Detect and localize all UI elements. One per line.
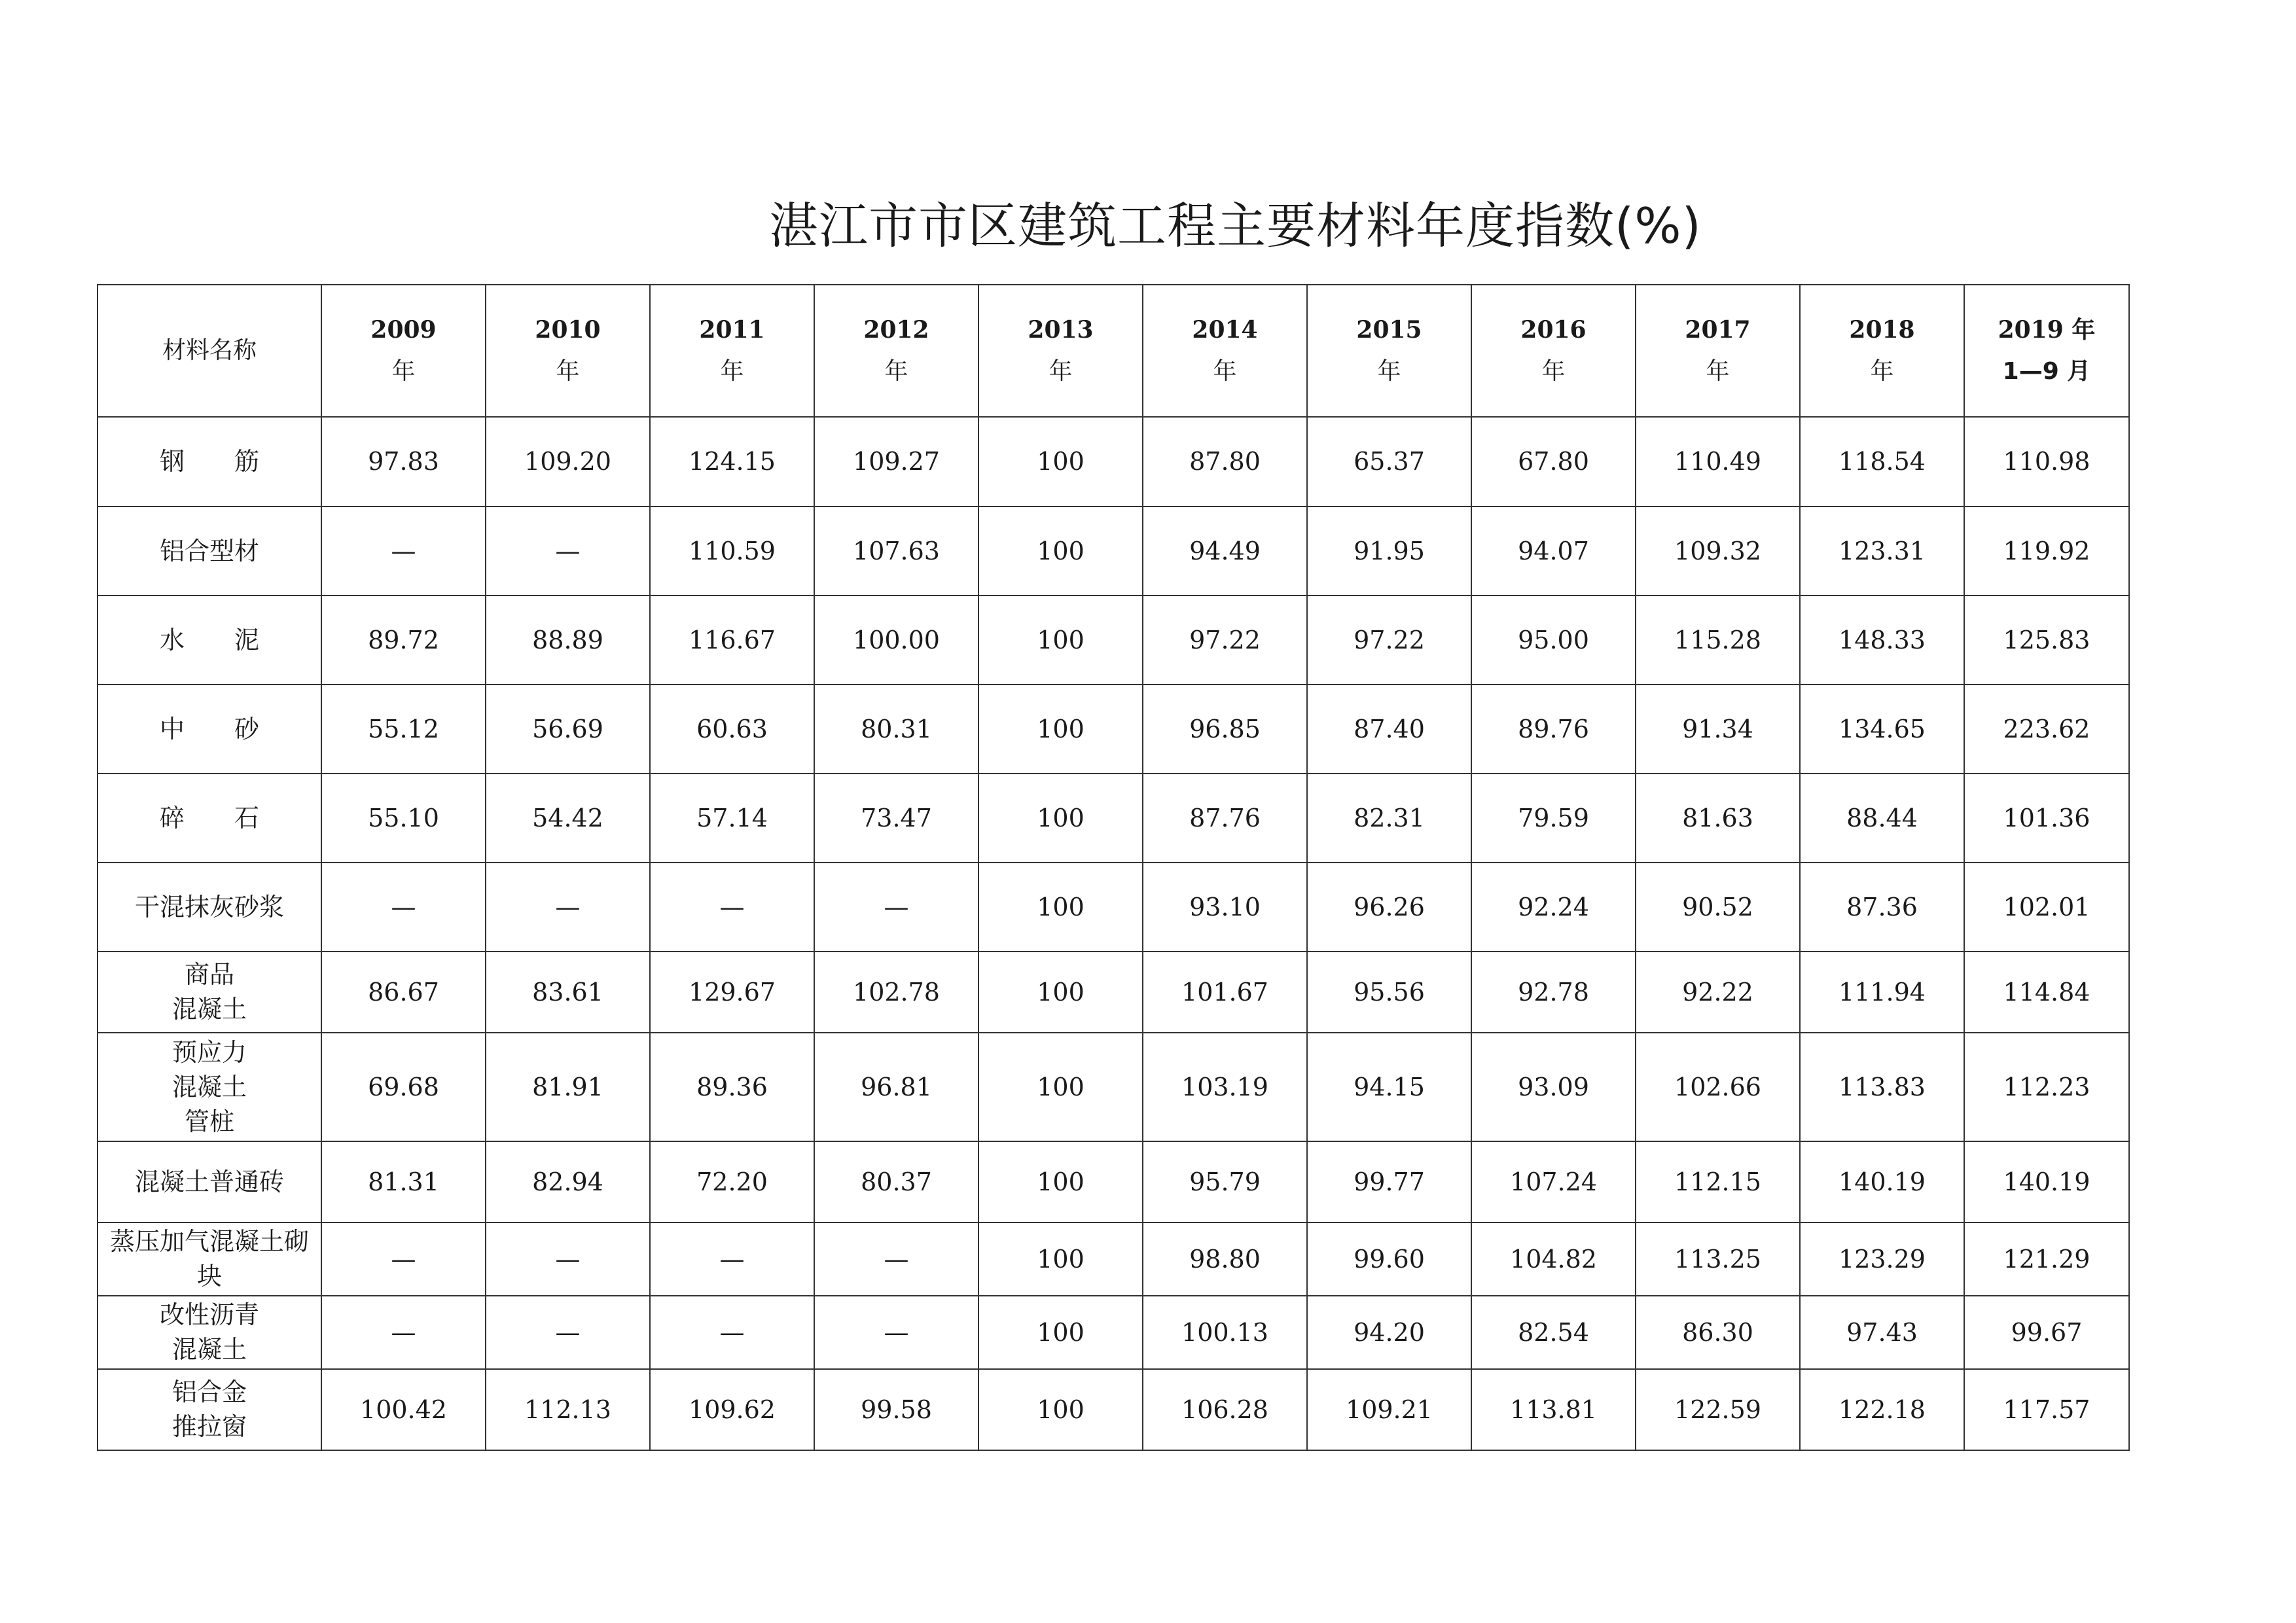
- year-header-unit: 年: [720, 358, 744, 385]
- year-header-year: 2019 年: [1998, 316, 2096, 344]
- index-value-cell: —: [486, 1296, 650, 1369]
- material-name-line: 混凝土普通砖: [134, 1167, 284, 1196]
- year-header-year: 2012: [863, 316, 929, 344]
- index-value-cell: 114.84: [1964, 952, 2129, 1033]
- index-value-cell: 67.80: [1471, 417, 1636, 507]
- index-value-cell: 93.10: [1143, 863, 1307, 952]
- index-value-cell: 100.00: [814, 596, 978, 685]
- base-year-value-cell: 100: [978, 1033, 1143, 1141]
- index-value-cell: 81.63: [1636, 774, 1800, 863]
- index-value-cell: 110.49: [1636, 417, 1800, 507]
- index-value-cell: 123.31: [1800, 507, 1964, 596]
- table-row: [98, 1369, 2129, 1450]
- year-header-year: 2016: [1520, 316, 1587, 344]
- year-header: [1964, 285, 2129, 417]
- material-name-line: 混凝土: [171, 1335, 247, 1364]
- year-header: [1307, 285, 1471, 417]
- year-header-unit: 年: [1213, 358, 1237, 385]
- index-value-cell: 101.67: [1143, 952, 1307, 1033]
- material-name-cell: [98, 1141, 321, 1222]
- index-value-cell: 95.79: [1143, 1141, 1307, 1222]
- index-value-cell: 140.19: [1800, 1141, 1964, 1222]
- year-header-unit: 年: [556, 358, 580, 385]
- year-header-year: 2013: [1028, 316, 1094, 344]
- index-value-cell: 111.94: [1800, 952, 1964, 1033]
- year-header-unit: 年: [1541, 358, 1566, 385]
- base-year-value-cell: 100: [978, 1296, 1143, 1369]
- table-header: [98, 285, 2129, 417]
- year-header-year: 2010: [535, 316, 601, 344]
- index-value-cell: 97.83: [321, 417, 486, 507]
- index-value-cell: —: [321, 1222, 486, 1296]
- table-row: [98, 1033, 2129, 1141]
- material-name-line: 干混抹灰砂浆: [134, 892, 284, 921]
- year-header-year: 2015: [1356, 316, 1422, 344]
- index-value-cell: 223.62: [1964, 685, 2129, 774]
- index-value-cell: 96.81: [814, 1033, 978, 1141]
- year-header: [1143, 285, 1307, 417]
- index-value-cell: 123.29: [1800, 1222, 1964, 1296]
- index-value-cell: 92.24: [1471, 863, 1636, 952]
- base-year-value-cell: 100: [978, 685, 1143, 774]
- index-value-cell: 83.61: [486, 952, 650, 1033]
- material-name-cell: [98, 596, 321, 685]
- index-value-cell: —: [486, 863, 650, 952]
- year-header: [978, 285, 1143, 417]
- index-value-cell: 87.76: [1143, 774, 1307, 863]
- index-value-cell: 90.52: [1636, 863, 1800, 952]
- year-header-unit: 年: [391, 358, 416, 385]
- material-name-line: 铝合金: [171, 1378, 247, 1406]
- base-year-value-cell: 100: [978, 952, 1143, 1033]
- index-value-cell: 87.40: [1307, 685, 1471, 774]
- index-value-cell: 72.20: [650, 1141, 814, 1222]
- table-row: [98, 863, 2129, 952]
- index-value-cell: 92.78: [1471, 952, 1636, 1033]
- table-row: [98, 507, 2129, 596]
- year-header-year: 2017: [1685, 316, 1751, 344]
- material-name-cell: [98, 863, 321, 952]
- index-value-cell: 97.22: [1143, 596, 1307, 685]
- table-row: [98, 1296, 2129, 1369]
- year-header: [1636, 285, 1800, 417]
- year-header-unit: 年: [1870, 358, 1894, 385]
- index-value-cell: 87.36: [1800, 863, 1964, 952]
- index-value-cell: 55.10: [321, 774, 486, 863]
- index-value-cell: 112.23: [1964, 1033, 2129, 1141]
- index-value-cell: 102.01: [1964, 863, 2129, 952]
- year-header: [321, 285, 486, 417]
- header-row: [98, 285, 2129, 417]
- table-row: [98, 685, 2129, 774]
- index-value-cell: 86.30: [1636, 1296, 1800, 1369]
- index-value-cell: 112.15: [1636, 1141, 1800, 1222]
- year-header-unit: 1—9 月: [2002, 358, 2091, 385]
- material-name-line: 蒸压加气混凝土砌: [109, 1227, 309, 1256]
- index-value-cell: 79.59: [1471, 774, 1636, 863]
- material-name-cell: [98, 1222, 321, 1296]
- index-value-cell: 101.36: [1964, 774, 2129, 863]
- material-name-cell: [98, 774, 321, 863]
- material-name-cell: [98, 507, 321, 596]
- material-name-line: 钢 筋: [159, 447, 259, 476]
- base-year-value-cell: 100: [978, 1222, 1143, 1296]
- index-value-cell: 124.15: [650, 417, 814, 507]
- index-value-cell: 107.24: [1471, 1141, 1636, 1222]
- base-year-value-cell: 100: [978, 1369, 1143, 1450]
- table-row: [98, 417, 2129, 507]
- year-header: [814, 285, 978, 417]
- index-value-cell: 94.15: [1307, 1033, 1471, 1141]
- index-value-cell: 119.92: [1964, 507, 2129, 596]
- index-value-cell: —: [321, 1296, 486, 1369]
- material-name-line: 中 砂: [159, 714, 259, 743]
- index-value-cell: 118.54: [1800, 417, 1964, 507]
- index-value-cell: —: [814, 1296, 978, 1369]
- index-value-cell: 91.34: [1636, 685, 1800, 774]
- year-header-unit: 年: [884, 358, 908, 385]
- index-value-cell: 88.89: [486, 596, 650, 685]
- year-header-year: 2009: [370, 316, 437, 344]
- index-value-cell: 113.25: [1636, 1222, 1800, 1296]
- material-name-cell: [98, 952, 321, 1033]
- index-value-cell: 115.28: [1636, 596, 1800, 685]
- material-name-line: 预应力: [171, 1037, 247, 1067]
- index-value-cell: 140.19: [1964, 1141, 2129, 1222]
- year-header: [1800, 285, 1964, 417]
- index-value-cell: 116.67: [650, 596, 814, 685]
- index-value-cell: 89.76: [1471, 685, 1636, 774]
- index-value-cell: 87.80: [1143, 417, 1307, 507]
- index-value-cell: 110.59: [650, 507, 814, 596]
- index-value-cell: 122.18: [1800, 1369, 1964, 1450]
- material-name-line: 混凝土: [171, 995, 247, 1024]
- index-value-cell: 81.91: [486, 1033, 650, 1141]
- index-value-cell: —: [321, 507, 486, 596]
- base-year-value-cell: 100: [978, 507, 1143, 596]
- index-value-cell: 82.31: [1307, 774, 1471, 863]
- base-year-value-cell: 100: [978, 417, 1143, 507]
- material-name-line: 混凝土: [171, 1072, 247, 1101]
- material-name-header: 材料名称: [98, 285, 321, 417]
- index-value-cell: 65.37: [1307, 417, 1471, 507]
- year-header-year: 2011: [699, 316, 765, 344]
- base-year-value-cell: 100: [978, 774, 1143, 863]
- index-value-cell: —: [321, 863, 486, 952]
- index-value-cell: 95.56: [1307, 952, 1471, 1033]
- index-value-cell: 82.54: [1471, 1296, 1636, 1369]
- index-value-cell: —: [814, 1222, 978, 1296]
- year-header: [1471, 285, 1636, 417]
- year-header-year: 2014: [1192, 316, 1258, 344]
- index-value-cell: 89.72: [321, 596, 486, 685]
- index-value-cell: —: [650, 1296, 814, 1369]
- index-value-cell: 73.47: [814, 774, 978, 863]
- base-year-value-cell: 100: [978, 863, 1143, 952]
- year-header-unit: 年: [1049, 358, 1073, 385]
- index-value-cell: 93.09: [1471, 1033, 1636, 1141]
- index-value-cell: 109.62: [650, 1369, 814, 1450]
- index-value-cell: 99.60: [1307, 1222, 1471, 1296]
- index-value-cell: —: [486, 1222, 650, 1296]
- index-value-cell: 122.59: [1636, 1369, 1800, 1450]
- index-value-cell: 96.85: [1143, 685, 1307, 774]
- index-value-cell: 102.66: [1636, 1033, 1800, 1141]
- table-row: [98, 1141, 2129, 1222]
- index-value-cell: 57.14: [650, 774, 814, 863]
- material-name-cell: [98, 1369, 321, 1450]
- index-value-cell: 97.43: [1800, 1296, 1964, 1369]
- index-value-cell: 95.00: [1471, 596, 1636, 685]
- base-year-value-cell: 100: [978, 1141, 1143, 1222]
- material-name-cell: [98, 1296, 321, 1369]
- index-value-cell: 89.36: [650, 1033, 814, 1141]
- index-value-cell: 102.78: [814, 952, 978, 1033]
- index-value-cell: 80.31: [814, 685, 978, 774]
- index-value-cell: 82.94: [486, 1141, 650, 1222]
- material-name-line: 推拉窗: [171, 1412, 247, 1441]
- index-value-cell: 92.22: [1636, 952, 1800, 1033]
- index-value-cell: 100.13: [1143, 1296, 1307, 1369]
- index-value-cell: 99.67: [1964, 1296, 2129, 1369]
- material-name-cell: [98, 417, 321, 507]
- material-name-cell: [98, 1033, 321, 1141]
- page-title: 湛江市市区建筑工程主要材料年度指数(%): [769, 197, 1702, 255]
- index-value-cell: 86.67: [321, 952, 486, 1033]
- index-value-cell: 104.82: [1471, 1222, 1636, 1296]
- index-value-cell: 109.20: [486, 417, 650, 507]
- index-value-cell: 109.32: [1636, 507, 1800, 596]
- index-value-cell: 55.12: [321, 685, 486, 774]
- material-index-table: [97, 284, 2130, 1451]
- index-value-cell: 91.95: [1307, 507, 1471, 596]
- year-header-unit: 年: [1706, 358, 1730, 385]
- material-name-line: 管桩: [184, 1107, 234, 1136]
- index-value-cell: 107.63: [814, 507, 978, 596]
- year-header-unit: 年: [1377, 358, 1401, 385]
- index-value-cell: —: [650, 863, 814, 952]
- table-row: [98, 1222, 2129, 1296]
- material-name-line: 碎 石: [159, 803, 259, 832]
- table-row: [98, 596, 2129, 685]
- material-name-line: 商品: [184, 960, 234, 989]
- material-name-line: 改性沥青: [159, 1300, 259, 1329]
- index-value-cell: 134.65: [1800, 685, 1964, 774]
- base-year-value-cell: 100: [978, 596, 1143, 685]
- index-value-cell: 80.37: [814, 1141, 978, 1222]
- index-value-cell: 100.42: [321, 1369, 486, 1450]
- index-value-cell: 60.63: [650, 685, 814, 774]
- material-name-line: 水 泥: [159, 625, 259, 654]
- index-value-cell: 109.21: [1307, 1369, 1471, 1450]
- index-value-cell: 96.26: [1307, 863, 1471, 952]
- index-value-cell: 129.67: [650, 952, 814, 1033]
- index-value-cell: 99.77: [1307, 1141, 1471, 1222]
- material-name-line: 块: [196, 1262, 222, 1291]
- index-value-cell: 112.13: [486, 1369, 650, 1450]
- index-value-cell: 148.33: [1800, 596, 1964, 685]
- index-value-cell: 94.07: [1471, 507, 1636, 596]
- index-value-cell: 99.58: [814, 1369, 978, 1450]
- material-name-line: 铝合型材: [159, 536, 259, 565]
- table-row: [98, 774, 2129, 863]
- index-value-cell: 113.83: [1800, 1033, 1964, 1141]
- index-value-cell: —: [814, 863, 978, 952]
- table-row: [98, 952, 2129, 1033]
- index-value-cell: 98.80: [1143, 1222, 1307, 1296]
- index-value-cell: 81.31: [321, 1141, 486, 1222]
- table-body: [98, 417, 2129, 1450]
- index-value-cell: 109.27: [814, 417, 978, 507]
- index-value-cell: —: [650, 1222, 814, 1296]
- index-value-cell: 69.68: [321, 1033, 486, 1141]
- index-value-cell: 103.19: [1143, 1033, 1307, 1141]
- index-value-cell: 56.69: [486, 685, 650, 774]
- index-value-cell: 117.57: [1964, 1369, 2129, 1450]
- material-name-cell: [98, 685, 321, 774]
- index-value-cell: —: [486, 507, 650, 596]
- index-value-cell: 125.83: [1964, 596, 2129, 685]
- index-value-cell: 97.22: [1307, 596, 1471, 685]
- index-value-cell: 54.42: [486, 774, 650, 863]
- index-value-cell: 121.29: [1964, 1222, 2129, 1296]
- year-header: [650, 285, 814, 417]
- index-value-cell: 110.98: [1964, 417, 2129, 507]
- index-value-cell: 94.49: [1143, 507, 1307, 596]
- index-value-cell: 113.81: [1471, 1369, 1636, 1450]
- year-header-year: 2018: [1849, 316, 1915, 344]
- index-value-cell: 106.28: [1143, 1369, 1307, 1450]
- year-header: [486, 285, 650, 417]
- index-value-cell: 94.20: [1307, 1296, 1471, 1369]
- index-value-cell: 88.44: [1800, 774, 1964, 863]
